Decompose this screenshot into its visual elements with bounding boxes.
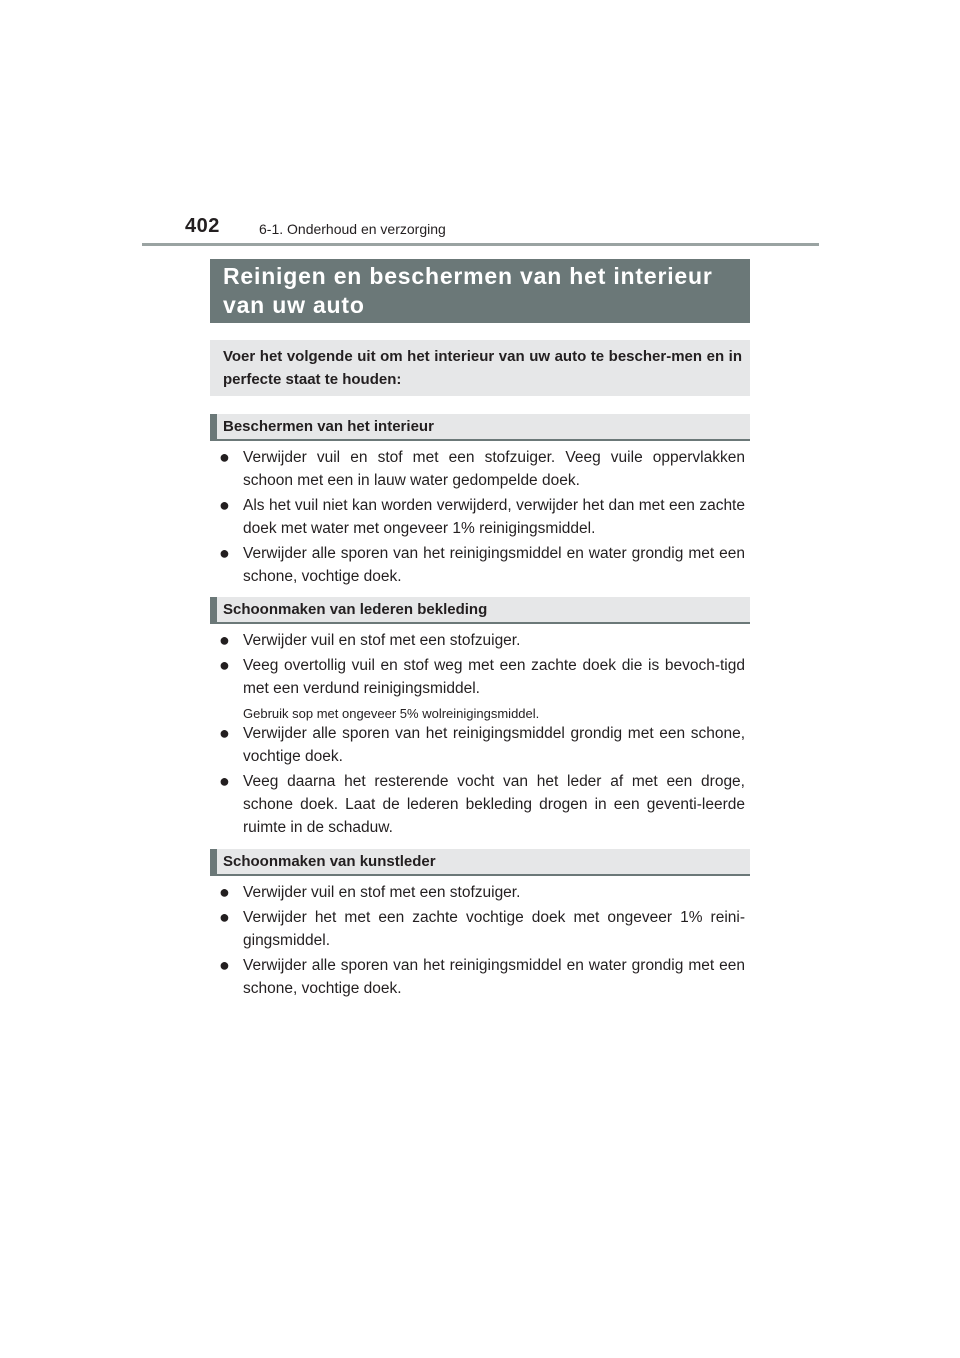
- list-item-text: Verwijder alle sporen van het reinigingsmiddel grondig met een schone, vochtige doek.: [243, 725, 745, 765]
- bullet-icon: ●: [219, 447, 230, 467]
- list-item: [219, 494, 745, 540]
- bullet-icon: ●: [219, 907, 230, 927]
- list-item-text: Veeg daarna het resterende vocht van het leder af met een droge, schone doek. Laat de lederen bekleding drogen in een geventi-leerde ruimte in de schaduw.: [243, 773, 745, 836]
- list-item: [219, 542, 745, 588]
- note-text: Gebruik sop met ongeveer 5% wolreinigingsmiddel.: [243, 706, 540, 721]
- list-item: [219, 881, 745, 904]
- page-title-line-2: van uw auto: [223, 292, 365, 318]
- bullet-list-lederen-bekleding: [219, 629, 745, 702]
- bullet-icon: ●: [219, 655, 230, 675]
- page-title-line-1: Reinigen en beschermen van het interieur: [223, 263, 713, 289]
- list-item: [219, 446, 745, 492]
- list-item-text: Verwijder alle sporen van het reinigingsmiddel en water grondig met een schone, vochtige doek.: [243, 545, 745, 585]
- bullet-icon: ●: [219, 723, 230, 743]
- list-item-text: Verwijder vuil en stof met een stofzuiger.: [243, 884, 521, 901]
- list-item-text: Verwijder het met een zachte vochtige doek met ongeveer 1% reini-gingsmiddel.: [243, 909, 745, 949]
- header-divider: [142, 243, 819, 246]
- list-item-text: Verwijder vuil en stof met een stofzuiger.: [243, 632, 521, 649]
- list-item: [219, 629, 745, 652]
- section-heading-interieur: Beschermen van het interieur: [210, 414, 750, 441]
- section-heading-lederen-bekleding: Schoonmaken van lederen bekleding: [210, 597, 750, 624]
- page-title: [210, 259, 750, 323]
- section-reference: 6-1. Onderhoud en verzorging: [259, 221, 446, 237]
- bullet-icon: ●: [219, 882, 230, 902]
- bullet-list-kunstleder: [219, 881, 745, 1002]
- list-item: [219, 906, 745, 952]
- bullet-icon: ●: [219, 771, 230, 791]
- bullet-icon: ●: [219, 630, 230, 650]
- bullet-icon: ●: [219, 495, 230, 515]
- list-item-text: Verwijder alle sporen van het reinigingsmiddel en water grondig met een schone, vochtige doek.: [243, 957, 745, 997]
- bullet-icon: ●: [219, 543, 230, 563]
- intro-text: Voer het volgende uit om het interieur van uw auto te bescher-men en in perfecte staat te houden:: [210, 340, 750, 396]
- bullet-list-lederen-bekleding-vervolg: [219, 722, 745, 841]
- list-item: [219, 954, 745, 1000]
- section-heading-kunstleder: Schoonmaken van kunstleder: [210, 849, 750, 876]
- bullet-icon: ●: [219, 955, 230, 975]
- list-item-text: Veeg overtollig vuil en stof weg met een zachte doek die is bevoch-tigd met een verdund reinigingsmiddel.: [243, 657, 745, 697]
- bullet-list-interieur: [219, 446, 745, 590]
- page-number: 402: [185, 215, 220, 237]
- list-item-text: Als het vuil niet kan worden verwijderd, verwijder het dan met een zachte doek met water met ongeveer 1% reinigingsmiddel.: [243, 497, 745, 537]
- list-item-text: Verwijder vuil en stof met een stofzuiger. Veeg vuile oppervlakken schoon met een in lauw water gedompelde doek.: [243, 449, 745, 489]
- list-item: [219, 770, 745, 839]
- list-item: [219, 654, 745, 700]
- list-item: [219, 722, 745, 768]
